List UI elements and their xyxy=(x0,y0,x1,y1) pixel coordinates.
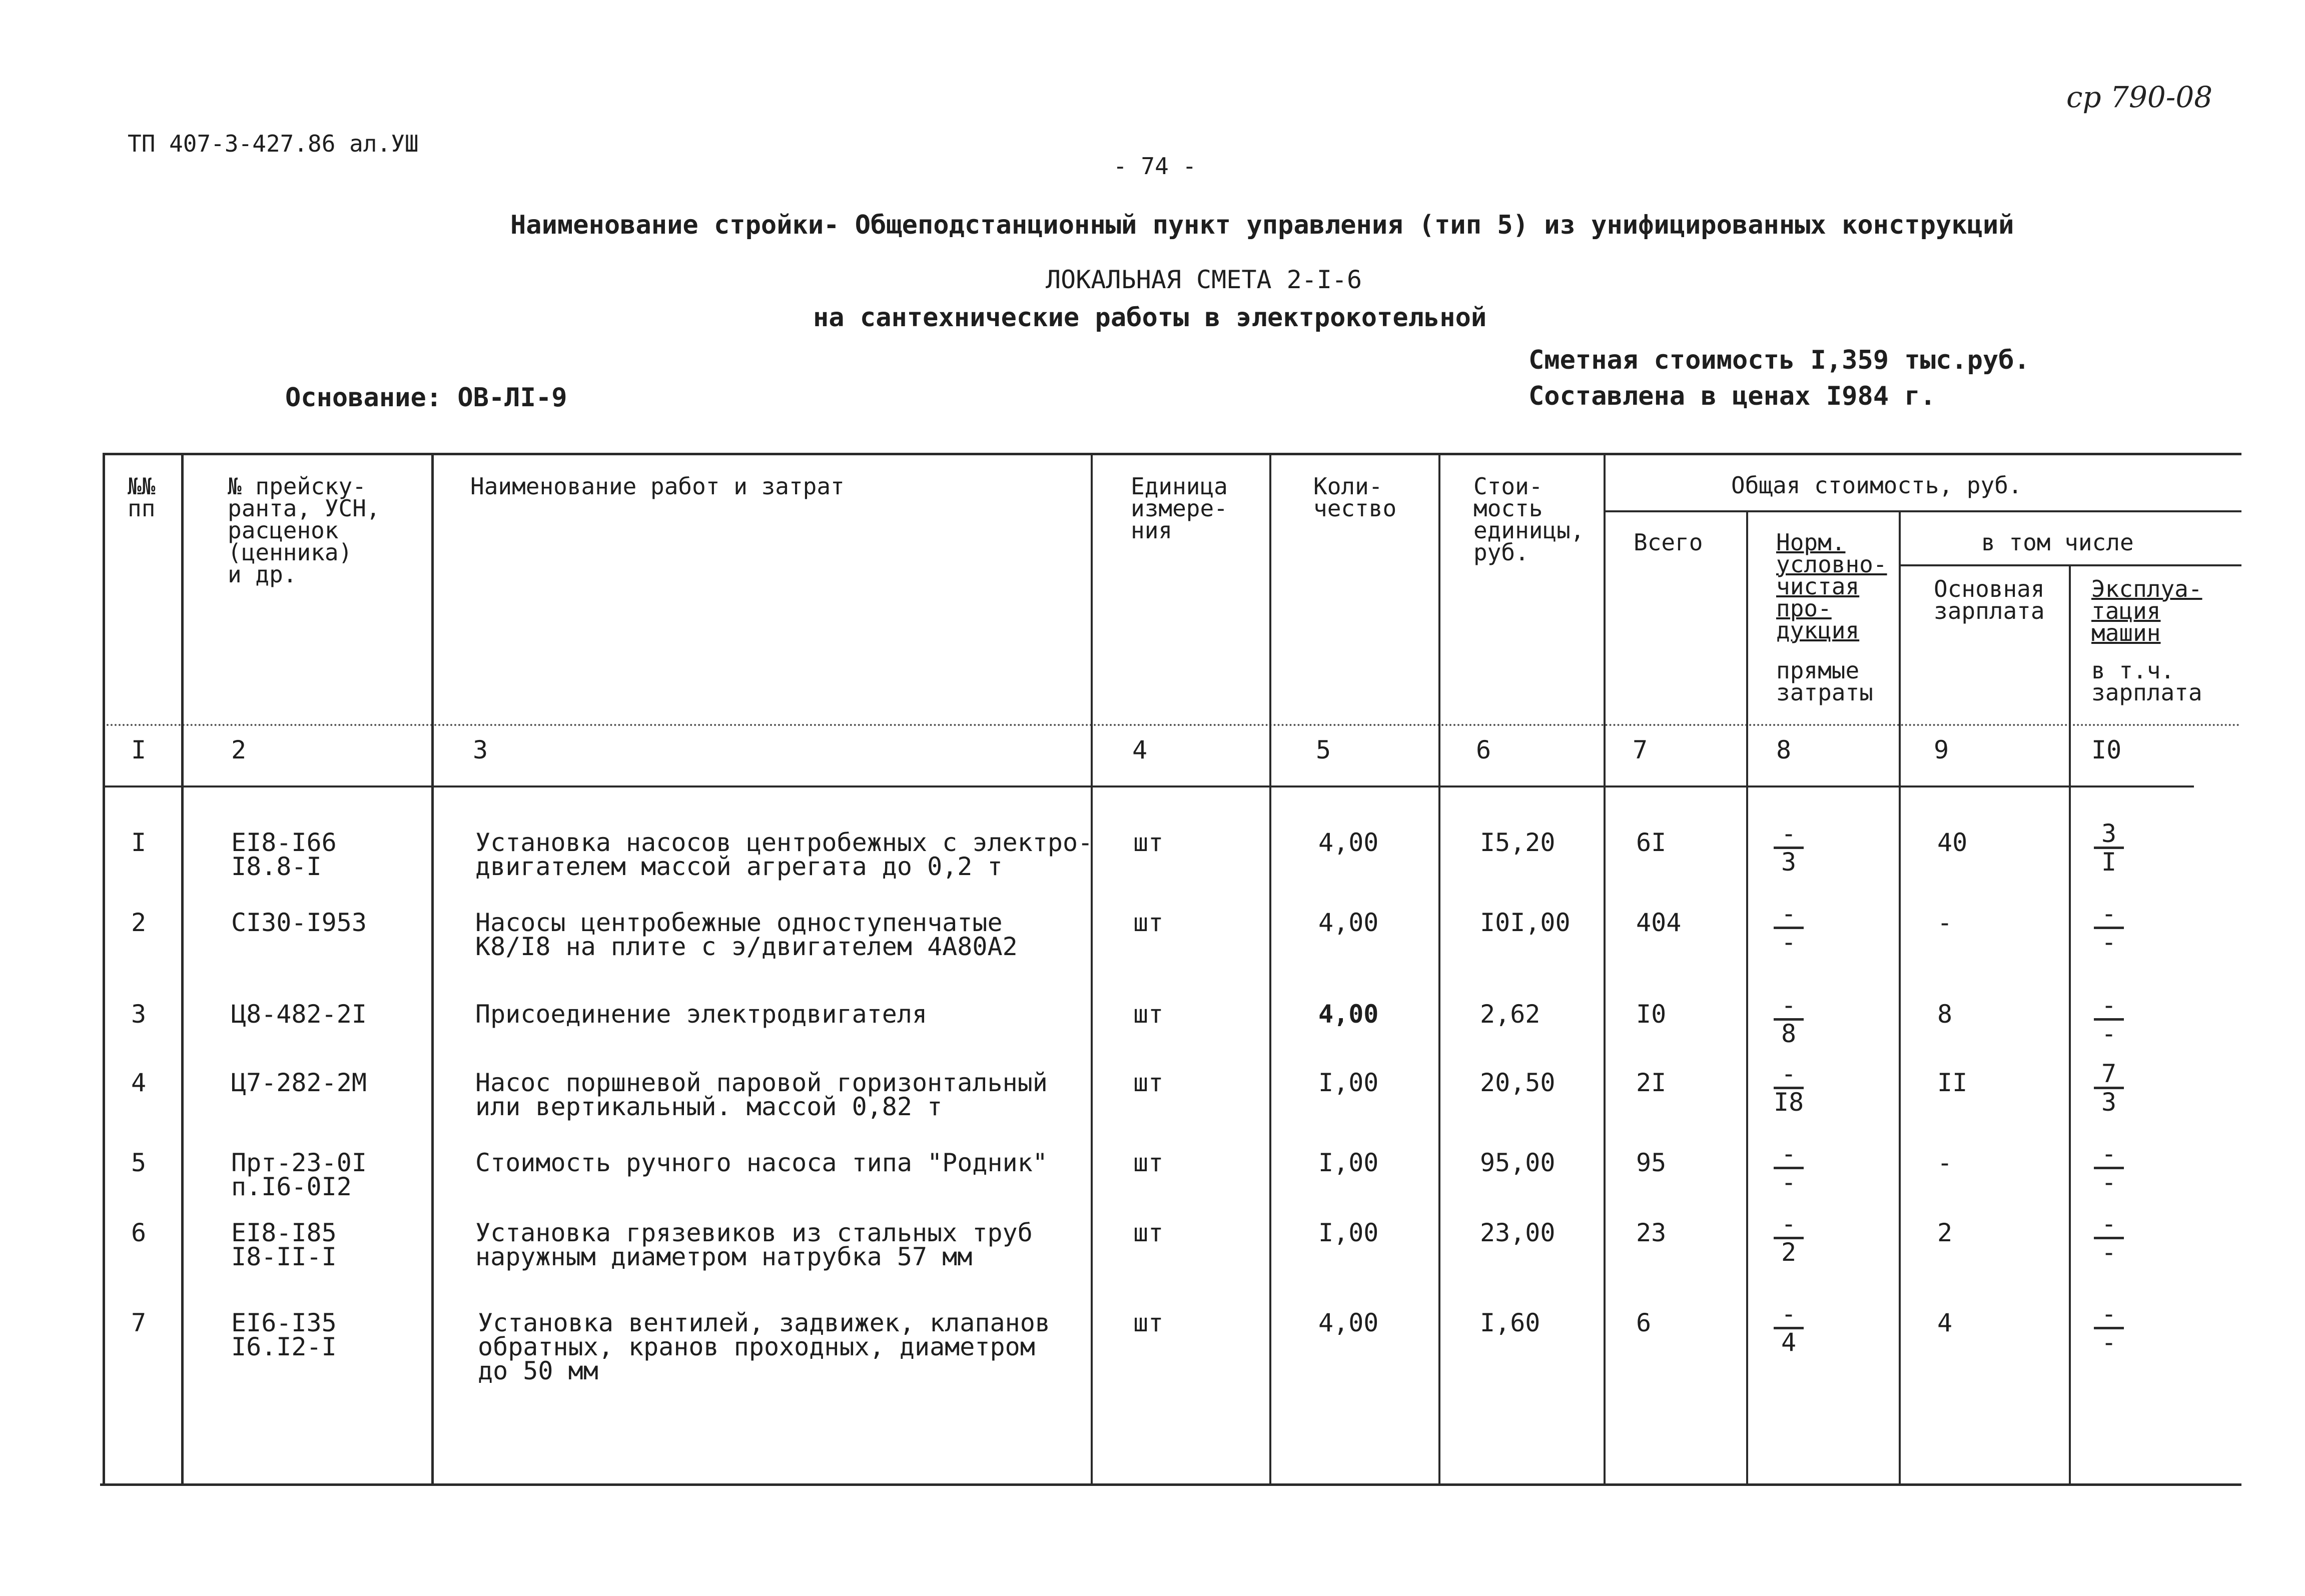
col-border-1 xyxy=(181,453,184,1483)
row-unit: шт xyxy=(1133,1000,1164,1029)
fraction-numerator: - xyxy=(1774,1141,1804,1169)
col-border-7 xyxy=(1746,510,1748,1483)
fraction-denominator: - xyxy=(1781,1168,1797,1197)
fraction-numerator: - xyxy=(2094,901,2124,929)
header-norm-production-text: Норм. условно- чистая про- дукция xyxy=(1776,529,1887,644)
row-work-name: Стоимость ручного насоса типа "Родник" xyxy=(475,1148,1048,1177)
fraction-numerator: - xyxy=(2094,1211,2124,1239)
row-total: 6I xyxy=(1636,828,1667,857)
col-number-3: 3 xyxy=(473,735,488,764)
fraction-denominator: - xyxy=(2101,1238,2117,1267)
row-total: 95 xyxy=(1636,1148,1667,1177)
row-unit-cost: 20,50 xyxy=(1480,1068,1556,1097)
row-unit-cost: 95,00 xyxy=(1480,1148,1556,1177)
header-pricelist-code: № прейску- ранта, УСН, расценок (ценника) и др. xyxy=(228,473,380,588)
row-norm-production-fraction xyxy=(1774,1061,1804,1115)
row-unit-cost: I5,20 xyxy=(1480,828,1556,857)
col-number-10: I0 xyxy=(2091,735,2122,764)
row-quantity: 4,00 xyxy=(1318,828,1379,857)
row-code: Прт-23-0I п.I6-0I2 xyxy=(231,1148,367,1201)
row-code: Ц8-482-2I xyxy=(231,1000,367,1029)
header-incl-salary: в т.ч. зарплата xyxy=(2091,657,2202,706)
col-number-1: I xyxy=(131,735,147,764)
header-row-number: №№ пп xyxy=(128,473,156,522)
col-number-7: 7 xyxy=(1633,735,1648,764)
estimate-subtitle: на сантехнические работы в электрокотельной xyxy=(813,303,1487,333)
row-work-name: Насос поршневой паровой горизонтальный или вертикальный. массой 0,82 т xyxy=(475,1068,1048,1121)
col-border-6 xyxy=(1604,453,1606,1483)
row-unit: шт xyxy=(1133,1218,1164,1247)
row-machine-fraction xyxy=(2094,1141,2124,1195)
fraction-numerator: - xyxy=(1774,1211,1804,1239)
prices-line: Составлена в ценах I984 г. xyxy=(1528,381,1936,411)
fraction-numerator: 7 xyxy=(2094,1061,2124,1089)
fraction-denominator: - xyxy=(2101,1019,2117,1048)
fraction-denominator: - xyxy=(2101,1168,2117,1197)
row-unit: шт xyxy=(1133,1308,1164,1337)
row-unit: шт xyxy=(1133,1068,1164,1097)
row-quantity: I,00 xyxy=(1318,1148,1379,1177)
row-machine-fraction xyxy=(2094,901,2124,955)
row-work-name: Установка грязевиков из стальных труб наружным диаметром натрубка 57 мм xyxy=(475,1218,1033,1271)
basis-line: Основание: ОВ-ЛI-9 xyxy=(285,383,567,413)
fraction-denominator: - xyxy=(1781,928,1797,957)
fraction-denominator: 4 xyxy=(1781,1328,1797,1357)
handwritten-note: ср 790-08 xyxy=(2066,80,2213,114)
fraction-denominator: 3 xyxy=(1781,848,1797,877)
row-machine-fraction xyxy=(2094,1301,2124,1355)
row-code: EI6-I35 I6.I2-I xyxy=(231,1308,337,1361)
row-norm-production-fraction xyxy=(1774,821,1804,875)
col-number-4: 4 xyxy=(1132,735,1148,764)
col-number-2: 2 xyxy=(231,735,247,764)
row-unit: шт xyxy=(1133,908,1164,937)
header-norm-production xyxy=(1776,529,1887,644)
row-code: EI8-I66 I8.8-I xyxy=(231,828,337,881)
row-work-name: Присоединение электродвигателя xyxy=(475,1000,928,1029)
fraction-numerator: - xyxy=(1774,821,1804,849)
row-base-salary: II xyxy=(1937,1068,1968,1097)
row-total: 404 xyxy=(1636,908,1682,937)
row-quantity: I,00 xyxy=(1318,1068,1379,1097)
fraction-denominator: - xyxy=(2101,1328,2117,1357)
row-unit-cost: I,60 xyxy=(1480,1308,1541,1337)
row-machine-fraction xyxy=(2094,821,2124,875)
col-border-3 xyxy=(1091,453,1093,1483)
row-total: 23 xyxy=(1636,1218,1667,1247)
row-total: I0 xyxy=(1636,1000,1667,1029)
header-quantity: Коли- чество xyxy=(1313,473,1397,522)
header-direct-costs: прямые затраты xyxy=(1776,657,1873,706)
row-unit-cost: I0I,00 xyxy=(1480,908,1571,937)
row-code: Ц7-282-2М xyxy=(231,1068,367,1097)
fraction-denominator: 8 xyxy=(1781,1019,1797,1048)
fraction-numerator: - xyxy=(2094,1141,2124,1169)
fraction-denominator: I xyxy=(2101,848,2117,877)
fraction-numerator: - xyxy=(2094,992,2124,1021)
header-base-salary: Основная зарплата xyxy=(1934,575,2045,624)
row-unit-cost: 2,62 xyxy=(1480,1000,1541,1029)
row-unit-cost: 23,00 xyxy=(1480,1218,1556,1247)
row-number: I xyxy=(131,828,147,857)
col-number-5: 5 xyxy=(1316,735,1331,764)
col-border-5 xyxy=(1438,453,1440,1483)
fraction-numerator: - xyxy=(1774,901,1804,929)
page-number: - 74 - xyxy=(1113,153,1197,180)
header-total-cost-group: Общая стоимость, руб. xyxy=(1731,472,2022,499)
row-quantity: 4,00 xyxy=(1318,1000,1379,1029)
estimate-title: ЛОКАЛЬНАЯ СМЕТА 2-I-6 xyxy=(1046,265,1362,294)
fraction-denominator: I8 xyxy=(1774,1088,1804,1117)
row-machine-fraction xyxy=(2094,1211,2124,1265)
table-top-border xyxy=(103,453,2241,455)
fraction-numerator: - xyxy=(1774,992,1804,1021)
row-work-name: Насосы центробежные одноступенчатые К8/I8 на плите с э/двигателем 4А80А2 xyxy=(475,908,1018,961)
row-unit: шт xyxy=(1133,828,1164,857)
row-machine-fraction xyxy=(2094,992,2124,1047)
header-work-name: Наименование работ и затрат xyxy=(470,473,845,500)
row-number: 3 xyxy=(131,1000,147,1029)
fraction-denominator: - xyxy=(2101,928,2117,957)
row-base-salary: 8 xyxy=(1937,1000,1953,1029)
row-norm-production-fraction xyxy=(1774,992,1804,1047)
col-number-6: 6 xyxy=(1476,735,1491,764)
row-number: 6 xyxy=(131,1218,147,1247)
row-number: 2 xyxy=(131,908,147,937)
fraction-numerator: - xyxy=(1774,1061,1804,1089)
col-number-9: 9 xyxy=(1934,735,1949,764)
fraction-numerator: 3 xyxy=(2094,821,2124,849)
row-base-salary: - xyxy=(1937,908,1953,937)
row-quantity: I,00 xyxy=(1318,1218,1379,1247)
col-border-4 xyxy=(1269,453,1271,1483)
row-quantity: 4,00 xyxy=(1318,1308,1379,1337)
header-including-group: в том числе xyxy=(1981,529,2134,556)
header-unit-cost: Стои- мость единицы, руб. xyxy=(1473,473,1585,566)
fraction-denominator: 3 xyxy=(2101,1088,2117,1117)
row-number: 7 xyxy=(131,1308,147,1337)
header-machine-operation xyxy=(2091,575,2202,646)
colnum-divider xyxy=(103,785,2194,787)
row-norm-production-fraction xyxy=(1774,1211,1804,1265)
fraction-numerator: - xyxy=(1774,1301,1804,1329)
col-border-2 xyxy=(431,453,434,1483)
col-border-9 xyxy=(2069,564,2071,1483)
row-code: CI30-I953 xyxy=(231,908,367,937)
col-border-8 xyxy=(1899,510,1901,1483)
row-total: 2I xyxy=(1636,1068,1667,1097)
row-work-name: Установка вентилей, задвижек, клапанов обратных, кранов проходных, диаметром до 50 мм xyxy=(478,1308,1050,1385)
row-norm-production-fraction xyxy=(1774,1301,1804,1355)
table-bottom-border xyxy=(100,1483,2241,1486)
row-unit: шт xyxy=(1133,1148,1164,1177)
header-total: Всего xyxy=(1634,529,1703,556)
row-norm-production-fraction xyxy=(1774,1141,1804,1195)
row-base-salary: - xyxy=(1937,1148,1953,1177)
header-unit: Единица измере- ния xyxy=(1131,473,1228,544)
row-number: 5 xyxy=(131,1148,147,1177)
fraction-denominator: 2 xyxy=(1781,1238,1797,1267)
row-base-salary: 40 xyxy=(1937,828,1968,857)
fraction-numerator: - xyxy=(2094,1301,2124,1329)
cost-line: Сметная стоимость I,359 тыс.руб. xyxy=(1528,345,2030,375)
header-machine-operation-text: Эксплуа- тация машин xyxy=(2091,575,2202,646)
col-number-8: 8 xyxy=(1776,735,1792,764)
col-border-0 xyxy=(103,453,105,1483)
construction-name: Наименование стройки- Общеподстанционный пункт управления (тип 5) из унифицированных конструкций xyxy=(510,210,2014,240)
row-base-salary: 4 xyxy=(1937,1308,1953,1337)
row-base-salary: 2 xyxy=(1937,1218,1953,1247)
row-quantity: 4,00 xyxy=(1318,908,1379,937)
row-total: 6 xyxy=(1636,1308,1652,1337)
header-bottom-divider xyxy=(103,724,2241,726)
row-work-name: Установка насосов центробежных с электро- двигателем массой агрегата до 0,2 т xyxy=(475,828,1093,881)
group-header-divider xyxy=(1604,510,2241,512)
row-machine-fraction xyxy=(2094,1061,2124,1115)
row-number: 4 xyxy=(131,1068,147,1097)
row-code: EI8-I85 I8-II-I xyxy=(231,1218,337,1271)
row-norm-production-fraction xyxy=(1774,901,1804,955)
document-code: ТП 407-3-427.86 ал.УШ xyxy=(128,130,419,157)
